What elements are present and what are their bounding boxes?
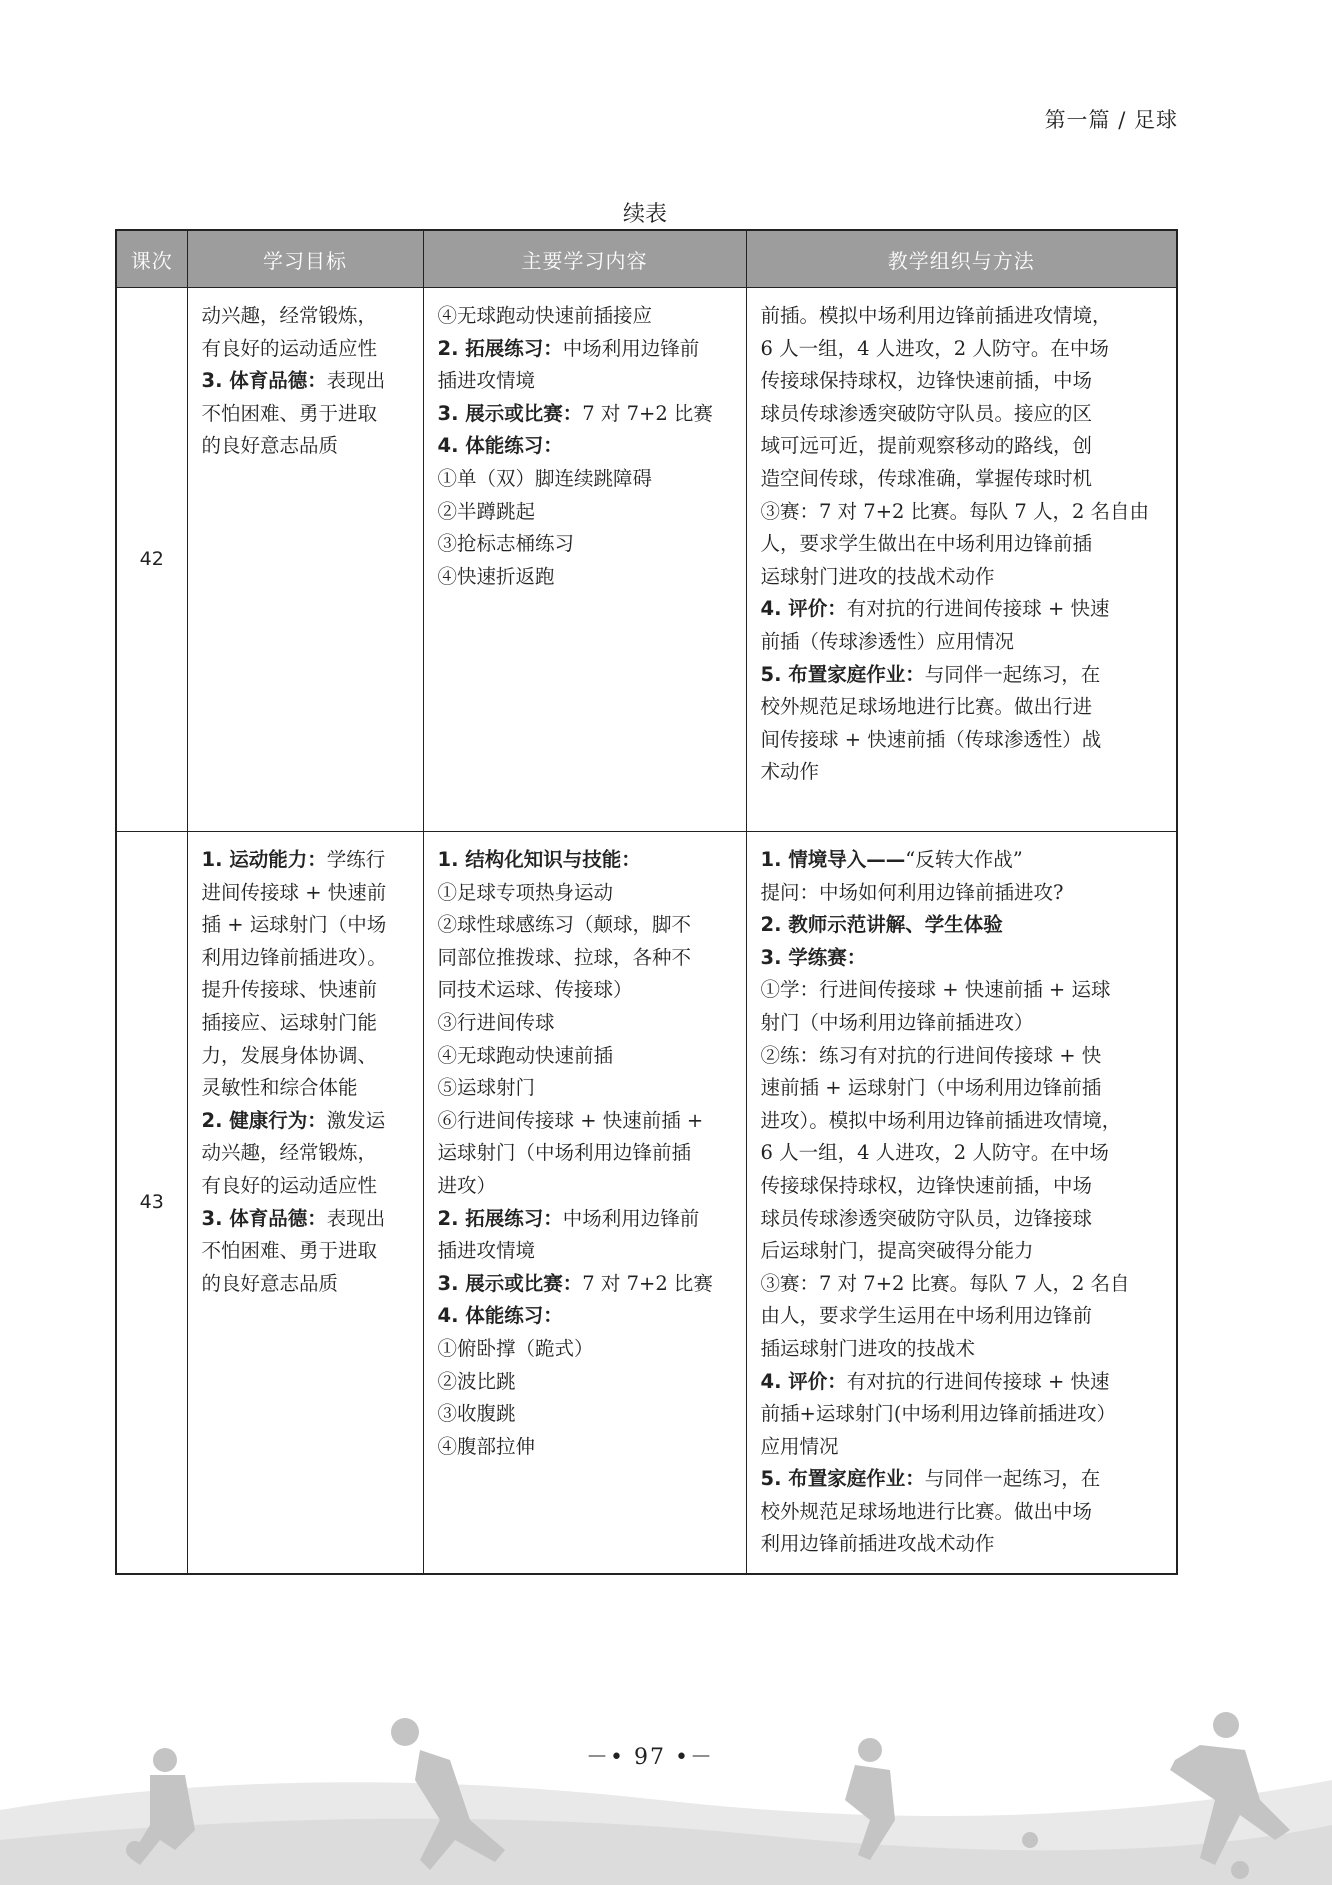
line-text: 人，要求学生做出在中场利用边锋前插: [760, 532, 1093, 556]
line-text: 表现出: [326, 369, 386, 393]
text-line: [761, 496, 1163, 529]
line-text: 动兴趣，经常锻炼，: [201, 304, 378, 327]
text-line: [761, 1366, 1163, 1399]
line-text: 域可远可近，提前观察移动的路线，创: [760, 434, 1093, 458]
text-line: [202, 1137, 409, 1170]
line-text: 插 + 运球射门（中场: [201, 913, 387, 937]
line-text: 由人，要求学生运用在中场利用边锋前: [760, 1304, 1093, 1328]
text-line: [761, 1137, 1163, 1170]
table-row: [116, 288, 1177, 832]
line-text: 的良好意志品质: [201, 1271, 339, 1295]
line-text: 同部位推拨球、拉球，各种不: [437, 945, 692, 969]
text-line: [202, 365, 409, 398]
line-text: 与同伴一起练习，在: [924, 662, 1101, 686]
text-line: [761, 909, 1163, 942]
line-text: ③赛：7 对 7+2 比赛。每队 7 人，2 名自由: [760, 499, 1150, 523]
bold-label: 4. 评价：: [760, 597, 847, 621]
table-caption: 续表: [622, 202, 667, 227]
line-text: 前插。模拟中场利用边锋前插进攻情境，: [760, 304, 1112, 327]
line-text: 速前插 + 运球射门（中场利用边锋前插: [760, 1076, 1102, 1100]
line-text: 中场利用边锋前: [562, 336, 700, 360]
text-line: [202, 942, 409, 975]
line-text: ②球性球感练习（颠球，脚不: [437, 913, 692, 937]
text-line: [438, 1300, 732, 1333]
line-text: 中场利用边锋前: [562, 1206, 700, 1230]
line-text: ⑤运球射门: [437, 1076, 536, 1100]
line-text: ④无球跑动快速前插接应: [437, 304, 653, 327]
text-line: [761, 1105, 1163, 1138]
table-header-row: [116, 230, 1177, 288]
line-text: 球员传球渗透突破防守队员。接应的区: [760, 401, 1093, 425]
line-text: 不怕困难、勇于进取: [201, 1239, 378, 1263]
text-line: [761, 844, 1163, 877]
table-row: [116, 832, 1177, 1575]
line-text: 7 对 7+2 比赛: [582, 401, 713, 425]
text-line: [202, 1268, 409, 1301]
footer-soccer-silhouettes: [0, 1690, 1332, 1885]
line-text: “反转大作战”: [905, 848, 1023, 871]
cell-methods: [746, 832, 1177, 1575]
column-header-lesson: 课次: [116, 230, 187, 288]
text-line: [438, 430, 732, 463]
line-text: 力，发展身体协调、: [201, 1043, 378, 1067]
text-line: [761, 1235, 1163, 1268]
text-line: [438, 1235, 732, 1268]
bold-label: 3. 体育品德：: [201, 1206, 327, 1230]
line-text: 提升传接球、快速前: [201, 978, 378, 1002]
text-line: [761, 1398, 1163, 1431]
text-line: [761, 1170, 1163, 1203]
bold-label: 1. 情境导入——: [760, 848, 906, 871]
text-line: [438, 1040, 732, 1073]
text-line: [761, 398, 1163, 431]
line-text: 6 人一组，4 人进攻，2 人防守。在中场: [760, 336, 1109, 360]
line-text: 射门（中场利用边锋前插进攻）: [760, 1010, 1034, 1034]
line-text: 7 对 7+2 比赛: [582, 1271, 713, 1295]
text-line: [761, 1431, 1163, 1464]
text-line: [202, 877, 409, 910]
text-line: [202, 1105, 409, 1138]
text-line: [438, 974, 732, 1007]
text-line: [438, 528, 732, 561]
bold-label: 1. 结构化知识与技能：: [437, 848, 641, 871]
text-line: [438, 333, 732, 366]
line-text: 传接球保持球权，边锋快速前插，中场: [760, 369, 1093, 393]
text-line: [438, 561, 732, 594]
line-text: 同技术运球、传接球）: [437, 978, 633, 1002]
line-text: 后运球射门，提高突破得分能力: [760, 1239, 1034, 1263]
line-text: ②半蹲跳起: [437, 499, 536, 523]
bold-label: 2. 教师示范讲解、学生体验: [760, 913, 1003, 937]
text-line: [202, 333, 409, 366]
column-header-goals: 学习目标: [187, 230, 423, 288]
text-line: [438, 877, 732, 910]
text-line: [761, 1300, 1163, 1333]
text-line: [202, 1170, 409, 1203]
line-text: 球员传球渗透突破防守队员，边锋接球: [760, 1206, 1093, 1230]
text-line: [761, 593, 1163, 626]
text-line: [202, 398, 409, 431]
line-text: 插进攻情境: [437, 1239, 536, 1263]
text-line: [761, 1072, 1163, 1105]
bold-label: 5. 布置家庭作业：: [760, 662, 925, 686]
line-text: 运球射门（中场利用边锋前插: [437, 1141, 692, 1165]
text-line: [438, 1398, 732, 1431]
text-line: [202, 974, 409, 1007]
bold-label: 2. 拓展练习：: [437, 1206, 563, 1230]
text-line: [438, 1170, 732, 1203]
line-text: 有对抗的行进间传接球 + 快速: [846, 1369, 1110, 1393]
line-text: 术动作: [760, 760, 820, 784]
bold-label: 1. 运动能力：: [201, 848, 327, 871]
line-text: ③收腹跳: [437, 1402, 516, 1426]
text-line: [202, 1235, 409, 1268]
line-text: 间传接球 + 快速前插（传球渗透性）战: [760, 727, 1102, 751]
text-line: [761, 626, 1163, 659]
text-line: [202, 1203, 409, 1236]
text-line: [438, 463, 732, 496]
lesson-plan-table: [115, 229, 1178, 1575]
running-header: 第一篇 / 足球: [1044, 108, 1178, 132]
line-text: ③赛：7 对 7+2 比赛。每队 7 人，2 名自: [760, 1271, 1130, 1295]
bold-label: 3. 展示或比赛：: [437, 1271, 583, 1295]
text-line: [438, 300, 732, 333]
line-text: 校外规范足球场地进行比赛。做出行进: [760, 695, 1093, 719]
text-line: [202, 1072, 409, 1105]
text-line: [761, 1528, 1163, 1561]
cell-content: [423, 832, 746, 1575]
line-text: ①学：行进间传接球 + 快速前插 + 运球: [760, 978, 1111, 1002]
bold-label: 4. 评价：: [760, 1369, 847, 1393]
text-line: [761, 430, 1163, 463]
bold-label: 3. 学练赛：: [760, 945, 867, 969]
text-line: [761, 561, 1163, 594]
text-line: [438, 1007, 732, 1040]
cell-methods: [746, 288, 1177, 832]
line-text: 提问：中场如何利用边锋前插进攻?: [760, 880, 1064, 904]
line-text: 6 人一组，4 人进攻，2 人防守。在中场: [760, 1141, 1109, 1165]
text-line: [438, 1105, 732, 1138]
bold-label: 3. 体育品德：: [201, 369, 327, 393]
line-text: 动兴趣，经常锻炼，: [201, 1141, 378, 1165]
line-text: 校外规范足球场地进行比赛。做出中场: [760, 1499, 1093, 1523]
line-text: ⑥行进间传接球 + 快速前插 +: [437, 1108, 704, 1132]
line-text: 插接应、运球射门能: [201, 1010, 378, 1034]
text-line: [202, 430, 409, 463]
text-line: [761, 333, 1163, 366]
bold-label: 5. 布置家庭作业：: [760, 1467, 925, 1491]
lesson-number: 43: [116, 832, 187, 1575]
text-line: [438, 1137, 732, 1170]
line-text: 造空间传球，传球准确，掌握传球时机: [760, 466, 1093, 490]
text-line: [438, 365, 732, 398]
column-header-methods: 教学组织与方法: [746, 230, 1177, 288]
text-line: [202, 909, 409, 942]
bold-label: 4. 体能练习：: [437, 1304, 563, 1328]
line-text: 应用情况: [760, 1434, 839, 1458]
line-text: 插运球射门进攻的技战术: [760, 1336, 976, 1360]
text-line: [761, 1203, 1163, 1236]
bold-label: 2. 健康行为：: [201, 1108, 327, 1132]
lesson-number: 42: [116, 288, 187, 832]
text-line: [761, 1040, 1163, 1073]
line-text: 有良好的运动适应性: [201, 1173, 378, 1197]
bold-label: 3. 展示或比赛：: [437, 401, 583, 425]
text-line: [438, 1072, 732, 1105]
line-text: 学练行: [326, 848, 386, 871]
text-line: [438, 398, 732, 431]
cell-content: [423, 288, 746, 832]
line-text: 进攻）: [437, 1173, 497, 1197]
text-line: [202, 1040, 409, 1073]
text-line: [761, 1496, 1163, 1529]
text-line: [438, 1366, 732, 1399]
line-text: ③抢标志桶练习: [437, 532, 575, 556]
column-header-content: 主要学习内容: [423, 230, 746, 288]
bold-label: 2. 拓展练习：: [437, 336, 563, 360]
text-line: [761, 756, 1163, 789]
text-line: [761, 1268, 1163, 1301]
line-text: 的良好意志品质: [201, 434, 339, 458]
line-text: 前插（传球渗透性）应用情况: [760, 629, 1015, 653]
line-text: 进攻）。模拟中场利用边锋前插进攻情境，: [760, 1108, 1122, 1132]
text-line: [761, 463, 1163, 496]
text-line: [202, 300, 409, 333]
text-line: [438, 1203, 732, 1236]
bold-label: 4. 体能练习：: [437, 434, 563, 458]
text-line: [438, 909, 732, 942]
line-text: 传接球保持球权，边锋快速前插，中场: [760, 1173, 1093, 1197]
line-text: ④腹部拉伸: [437, 1434, 536, 1458]
line-text: 前插+运球射门(中场利用边锋前插进攻）: [760, 1402, 1116, 1426]
text-line: [761, 1333, 1163, 1366]
text-line: [761, 1007, 1163, 1040]
text-line: [438, 1431, 732, 1464]
text-line: [438, 1268, 732, 1301]
text-line: [761, 1463, 1163, 1496]
text-line: [761, 691, 1163, 724]
line-text: ②波比跳: [437, 1369, 516, 1393]
text-line: [202, 1007, 409, 1040]
line-text: 灵敏性和综合体能: [201, 1076, 358, 1100]
text-line: [761, 659, 1163, 692]
text-line: [761, 528, 1163, 561]
line-text: ①俯卧撑（跪式）: [437, 1336, 594, 1360]
line-text: 进间传接球 + 快速前: [201, 880, 387, 904]
line-text: 不怕困难、勇于进取: [201, 401, 378, 425]
line-text: 与同伴一起练习，在: [924, 1467, 1101, 1491]
text-line: [761, 365, 1163, 398]
text-line: [438, 844, 732, 877]
line-text: ④无球跑动快速前插: [437, 1043, 614, 1067]
line-text: ①单（双）脚连续跳障碍: [437, 466, 653, 490]
line-text: 有对抗的行进间传接球 + 快速: [846, 597, 1110, 621]
text-line: [761, 877, 1163, 910]
line-text: ③行进间传球: [437, 1010, 555, 1034]
text-line: [438, 942, 732, 975]
line-text: 利用边锋前插进攻战术动作: [760, 1532, 995, 1556]
text-line: [761, 300, 1163, 333]
text-line: [438, 1333, 732, 1366]
line-text: 利用边锋前插进攻）。: [201, 945, 387, 969]
line-text: 运球射门进攻的技战术动作: [760, 564, 995, 588]
line-text: 激发运: [326, 1108, 386, 1132]
text-line: [202, 844, 409, 877]
line-text: 插进攻情境: [437, 369, 536, 393]
page-number: －• 97 •－: [586, 1745, 714, 1770]
line-text: 有良好的运动适应性: [201, 336, 378, 360]
line-text: ①足球专项热身运动: [437, 880, 614, 904]
text-line: [438, 496, 732, 529]
line-text: ④快速折返跑: [437, 564, 555, 588]
line-text: 表现出: [326, 1206, 386, 1230]
text-line: [761, 974, 1163, 1007]
cell-goals: [187, 832, 423, 1575]
cell-goals: [187, 288, 423, 832]
line-text: ②练：练习有对抗的行进间传接球 + 快: [760, 1043, 1102, 1067]
text-line: [761, 724, 1163, 757]
text-line: [761, 942, 1163, 975]
